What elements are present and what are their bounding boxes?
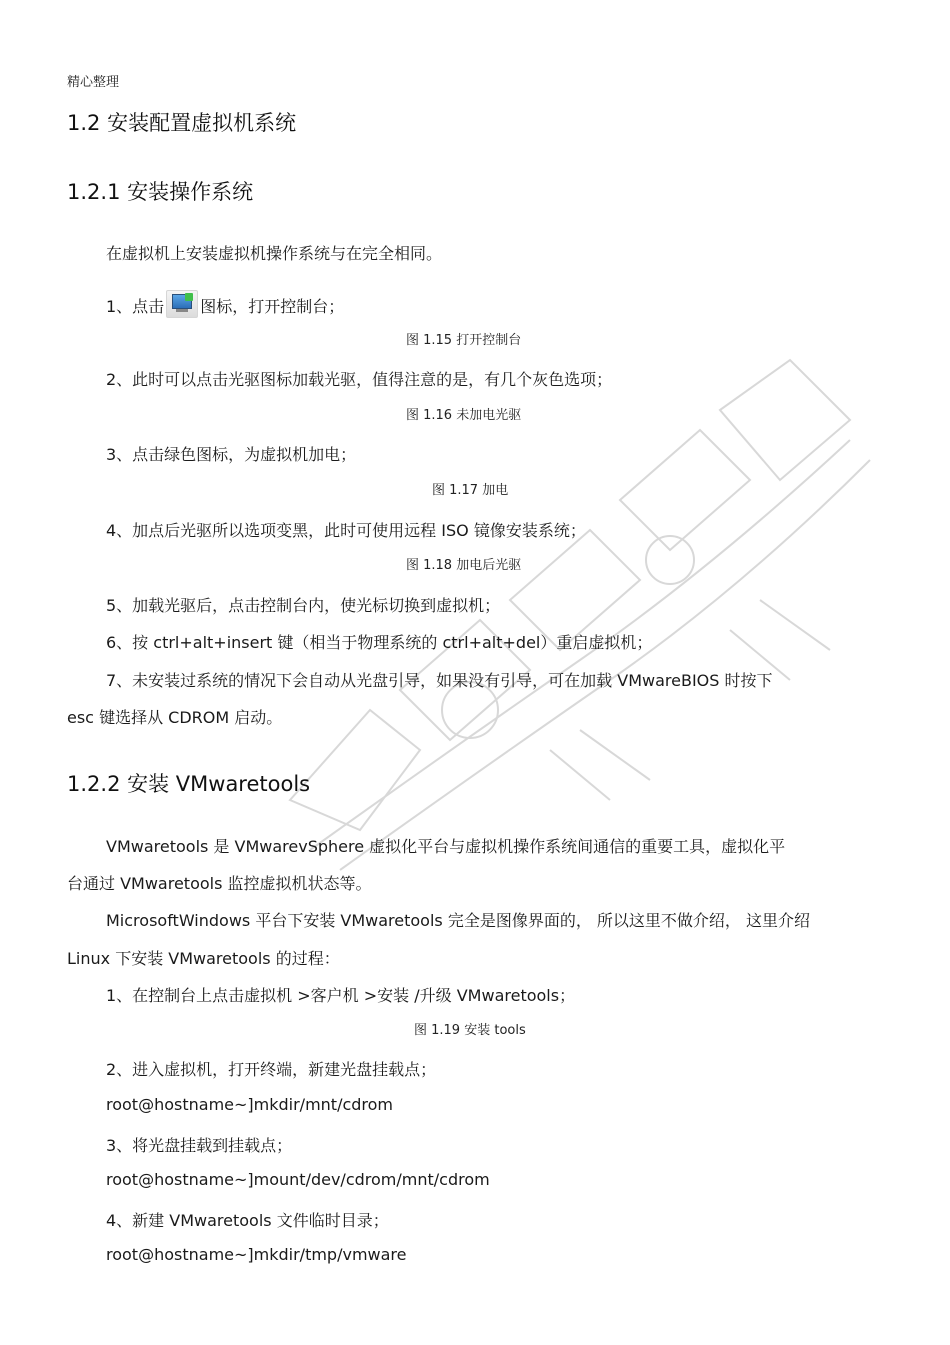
step-1-prefix: 1、点击 <box>106 297 165 316</box>
tools-step-3: 3、将光盘挂载到挂载点； <box>106 1136 293 1155</box>
step-2: 2、此时可以点击光驱图标加载光驱，值得注意的是，有几个灰色选项； <box>106 370 613 389</box>
figure-caption-1-17: 图 1.17 加电 <box>432 483 509 498</box>
step-7-line-2: esc 键选择从 CDROM 启动。 <box>67 708 283 727</box>
section-heading-1-2-2: 1.2.2 安装 VMwaretools <box>67 772 311 796</box>
command-mkdir-cdrom: root@hostname~]mkdir/mnt/cdrom <box>106 1095 394 1114</box>
tools-step-2: 2、进入虚拟机，打开终端，新建光盘挂载点； <box>106 1060 437 1079</box>
step-5: 5、加载光驱后，点击控制台内，使光标切换到虚拟机； <box>106 596 501 615</box>
step-1 <box>106 290 344 318</box>
step-3: 3、点击绿色图标，为虚拟机加电； <box>106 445 357 464</box>
section-heading-1-2-1: 1.2.1 安装操作系统 <box>67 180 254 204</box>
section-heading-1-2: 1.2 安装配置虚拟机系统 <box>67 111 297 135</box>
console-monitor-icon <box>166 290 198 318</box>
command-mkdir-vmware: root@hostname~]mkdir/tmp/vmware <box>106 1245 407 1264</box>
figure-caption-1-18: 图 1.18 加电后光驱 <box>406 558 522 573</box>
windows-paragraph-line-1: MicrosoftWindows 平台下安装 VMwaretools 完全是图像界面的， 所以这里不做介绍， 这里介绍 <box>106 911 811 930</box>
figure-caption-1-19: 图 1.19 安装 tools <box>414 1023 526 1038</box>
tools-step-4: 4、新建 VMwaretools 文件临时目录； <box>106 1211 389 1230</box>
step-6: 6、按 ctrl+alt+insert 键（相当于物理系统的 ctrl+alt+del）重启虚拟机； <box>106 633 653 652</box>
page-header: 精心整理 <box>67 75 120 90</box>
intro-paragraph: 在虚拟机上安装虚拟机操作系统与在完全相同。 <box>106 244 443 263</box>
vmtools-paragraph-line-2: 台通过 VMwaretools 监控虚拟机状态等。 <box>67 874 372 893</box>
tools-step-1: 1、在控制台上点击虚拟机 >客户机 >安装 /升级 VMwaretools； <box>106 986 576 1005</box>
figure-caption-1-16: 图 1.16 未加电光驱 <box>406 408 522 423</box>
step-7-line-1: 7、未安装过系统的情况下会自动从光盘引导，如果没有引导，可在加载 VMwareBIOS 时按下 <box>106 671 773 690</box>
vmtools-paragraph-line-1: VMwaretools 是 VMwarevSphere 虚拟化平台与虚拟机操作系统间通信的重要工具，虚拟化平 <box>106 837 786 856</box>
step-1-suffix: 图标，打开控制台； <box>200 297 345 316</box>
figure-caption-1-15: 图 1.15 打开控制台 <box>406 333 522 348</box>
command-mount-cdrom: root@hostname~]mount/dev/cdrom/mnt/cdrom <box>106 1170 490 1189</box>
windows-paragraph-line-2: Linux 下安装 VMwaretools 的过程： <box>67 949 340 968</box>
step-4: 4、加点后光驱所以选项变黑，此时可使用远程 ISO 镜像安装系统； <box>106 521 586 540</box>
